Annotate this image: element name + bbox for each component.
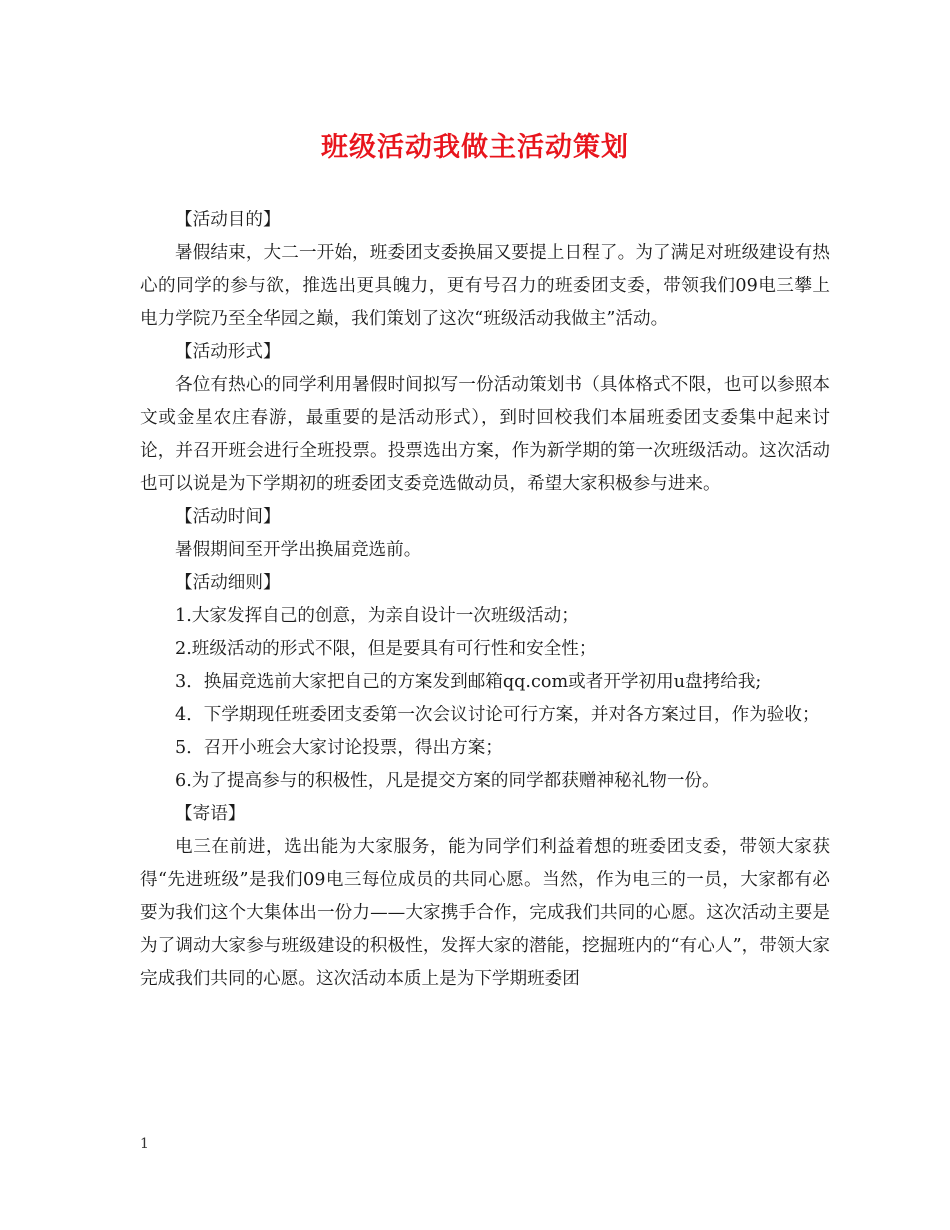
rule-item-5: 5．召开小班会大家讨论投票，得出方案； bbox=[175, 738, 503, 758]
paragraph-purpose: 暑假结束，大二一开始，班委团支委换届又要提上日程了。为了满足对班级建设有热心的同学的参与欲，推选出更具魄力，更有号召力的班委团支委，带领我们09电三攀上电力学院乃至全华园之巅，我们策划了这次“班级活动我做主”活动。 bbox=[140, 243, 830, 329]
paragraph-message: 电三在前进，选出能为大家服务，能为同学们利益着想的班委团支委，带领大家获得“先进班级”是我们09电三每位成员的共同心愿。当然，作为电三的一员，大家都有必要为我们这个大集体出一份力——大家携手合作，完成我们共同的心愿。这次活动主要是为了调动大家参与班级建设的积极性，发挥大家的潜能，挖掘班内的“有心人”，带领大家完成我们共同的心愿。这次活动本质上是为下学期班委团 bbox=[140, 837, 830, 989]
paragraph-time: 暑假期间至开学出换届竞选前。 bbox=[175, 540, 422, 560]
section-heading-rules: 【活动细则】 bbox=[175, 573, 281, 593]
page-number: 1 bbox=[140, 1136, 149, 1152]
section-heading-purpose: 【活动目的】 bbox=[175, 210, 281, 230]
document-body bbox=[140, 204, 830, 996]
rule-item-6: 6.为了提高参与的积极性，凡是提交方案的同学都获赠神秘礼物一份。 bbox=[175, 771, 720, 791]
rule-item-2: 2.班级活动的形式不限，但是要具有可行性和安全性； bbox=[175, 639, 597, 659]
rule-item-4: 4．下学期现任班委团支委第一次会议讨论可行方案，并对各方案过目，作为验收； bbox=[175, 705, 820, 725]
rule-item-1: 1.大家发挥自己的创意，为亲自设计一次班级活动； bbox=[175, 606, 579, 626]
section-heading-time: 【活动时间】 bbox=[175, 507, 281, 527]
rule-item-3: 3．换届竞选前大家把自己的方案发到邮箱qq.com或者开学初用u盘拷给我; bbox=[175, 672, 762, 692]
section-heading-message: 【寄语】 bbox=[175, 804, 246, 824]
section-heading-format: 【活动形式】 bbox=[175, 342, 281, 362]
document-title: 班级活动我做主活动策划 bbox=[321, 132, 629, 163]
paragraph-format: 各位有热心的同学利用暑假时间拟写一份活动策划书（具体格式不限，也可以参照本文或金星农庄春游，最重要的是活动形式），到时回校我们本届班委团支委集中起来讨论，并召开班会进行全班投票。投票选出方案，作为新学期的第一次班级活动。这次活动也可以说是为下学期初的班委团支委竞选做动员，希望大家积极参与进来。 bbox=[140, 375, 830, 494]
